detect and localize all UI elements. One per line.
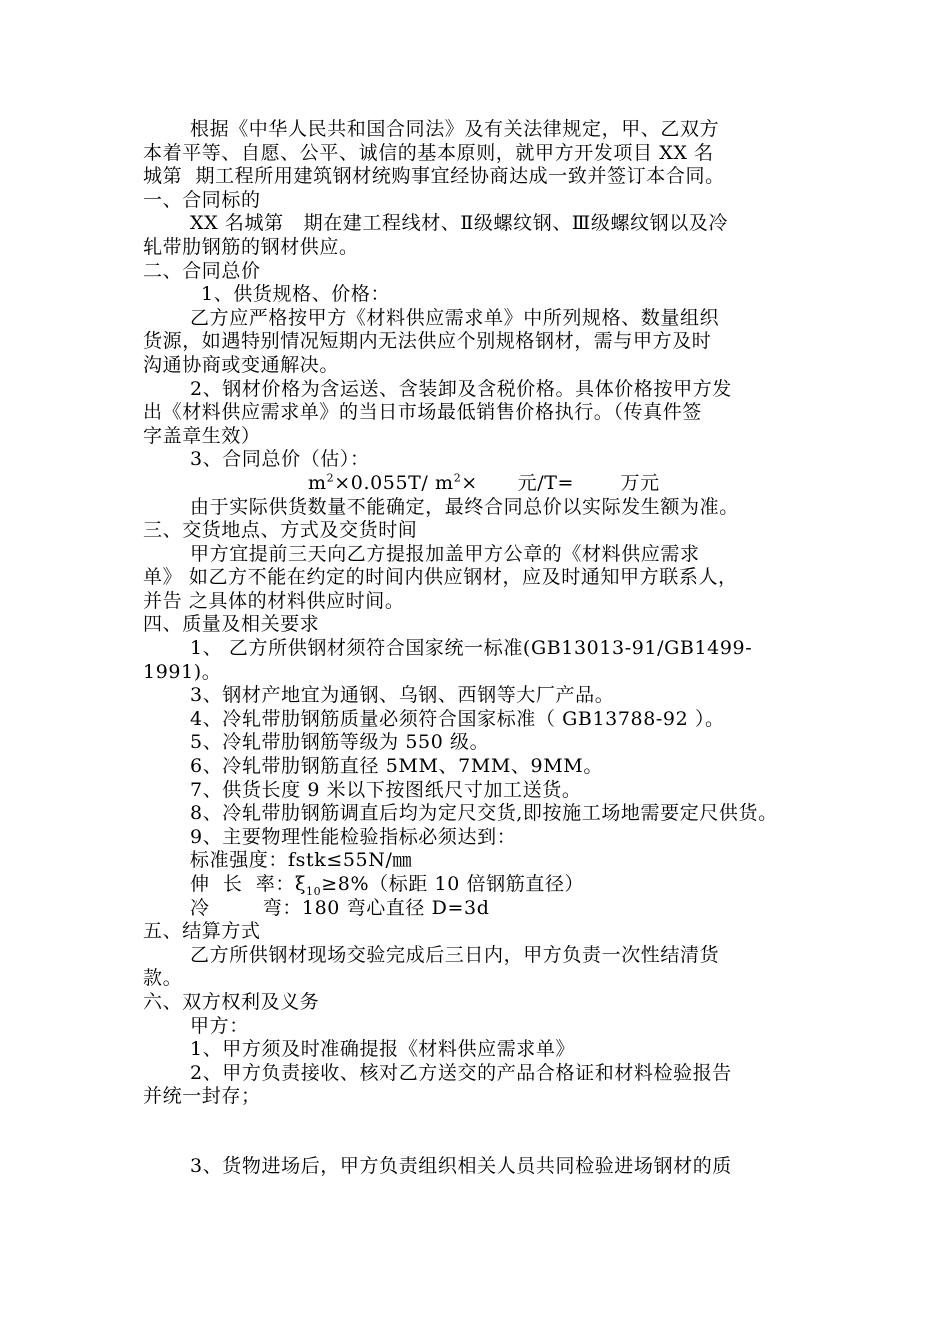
formula-superscript: 2: [453, 471, 462, 485]
section-2-line: 货源，如遇特别情况短期内无法供应个别规格钢材，需与甲方及时: [143, 330, 712, 353]
section-2-line: 3、合同总价（估）：: [190, 448, 370, 471]
section-5-line: 款。: [143, 967, 183, 990]
price-formula: [143, 472, 809, 496]
spec-strength: 标准强度：fstk≤55N/㎜: [190, 849, 413, 872]
section-2-line: 1、供货规格、价格：: [201, 283, 391, 306]
section-heading-3: 三、交货地点、方式及交货时间: [143, 519, 418, 542]
contract-document: [143, 118, 809, 1179]
spec-bend: 冷 弯：180 弯心直径 D=3d: [190, 896, 490, 919]
section-2-line: 出《材料供应需求单》的当日市场最低销售价格执行。（传真件签: [143, 401, 702, 424]
intro-line: 本着平等、自愿、公平、诚信的基本原则，就甲方开发项目 XX 名: [143, 141, 714, 164]
section-5-line: 乙方所供钢材现场交验完成后三日内，甲方负责一次性结清货: [190, 943, 720, 966]
section-6-line: 1、甲方须及时准确提报《材料供应需求单》: [190, 1038, 576, 1061]
intro-line: 根据《中华人民共和国合同法》及有关法律规定，甲、乙双方: [190, 118, 720, 140]
formula-text: m: [308, 471, 327, 494]
section-heading-2: 二、合同总价: [143, 259, 261, 282]
section-6-line: 并统一封存；: [143, 1085, 261, 1108]
spec-text: ≥8%（标距 10 倍钢筋直径）: [321, 873, 585, 895]
section-6-line: 甲方：: [190, 1014, 249, 1037]
spec-text: 伸 长 率：ξ: [190, 873, 307, 895]
section-heading-4: 四、质量及相关要求: [143, 613, 320, 636]
section-6-line: 2、甲方负责接收、核对乙方送交的产品合格证和材料检验报告: [190, 1061, 732, 1084]
section-6-line: 3、货物进场后，甲方负责组织相关人员共同检验进场钢材的质: [190, 1154, 732, 1177]
spec-elongation: [143, 873, 809, 897]
spec-subscript: 10: [306, 884, 322, 898]
section-4-line: 6、冷轧带肋钢筋直径 5MM、7MM、9MM。: [190, 755, 603, 778]
section-2-line: 2、钢材价格为含运送、含装卸及含税价格。具体价格按甲方发: [190, 377, 732, 400]
section-2-line: 沟通协商或变通解决。: [143, 353, 340, 376]
section-4-line: 9、主要物理性能检验指标必须达到：: [190, 825, 517, 848]
section-heading-1: 一、合同标的: [143, 188, 261, 211]
section-1-line: XX 名城第 期在建工程线材、Ⅱ级螺纹钢、Ⅲ级螺纹钢以及冷: [190, 212, 729, 235]
section-4-line: 3、钢材产地宜为通钢、乌钢、西钢等大厂产品。: [190, 684, 615, 707]
section-4-line: 1991)。: [143, 660, 222, 683]
section-2-line: 由于实际供货数量不能确定，最终合同总价以实际发生额为准。: [190, 495, 739, 518]
section-4-line: 8、冷轧带肋钢筋调直后均为定尺交货,即按施工场地需要定尺供货。: [190, 802, 778, 825]
section-4-line: 4、冷轧带肋钢筋质量必须符合国家标准（ GB13788-92 ）。: [190, 707, 725, 730]
section-3-line: 甲方宜提前三天向乙方提报加盖甲方公章的《材料供应需求: [190, 542, 700, 565]
section-heading-5: 五、结算方式: [143, 920, 261, 943]
section-2-line: 乙方应严格按甲方《材料供应需求单》中所列规格、数量组织: [190, 306, 720, 329]
formula-superscript: 2: [326, 471, 335, 485]
section-4-line: 5、冷轧带肋钢筋等级为 550 级。: [190, 731, 490, 754]
section-4-line: 1、 乙方所供钢材须符合国家统一标准(GB13013-91/GB1499-: [190, 637, 753, 660]
formula-text: ×0.055T/ m: [334, 471, 454, 494]
blank-space: [143, 1109, 809, 1155]
section-heading-6: 六、双方权利及义务: [143, 990, 320, 1013]
section-4-line: 7、供货长度 9 米以下按图纸尺寸加工送货。: [190, 778, 582, 801]
formula-text: × 元/T= 万元: [461, 471, 660, 494]
intro-line: 城第 期工程所用建筑钢材统购事宜经协商达成一致并签订本合同。: [143, 165, 725, 188]
section-1-line: 轧带肋钢筋的钢材供应。: [143, 235, 359, 258]
section-2-line: 字盖章生效）: [143, 424, 261, 447]
section-3-line: 单》 如乙方不能在约定的时间内供应钢材，应及时通知甲方联系人，: [143, 566, 738, 589]
section-3-line: 并告 之具体的材料供应时间。: [143, 589, 405, 612]
